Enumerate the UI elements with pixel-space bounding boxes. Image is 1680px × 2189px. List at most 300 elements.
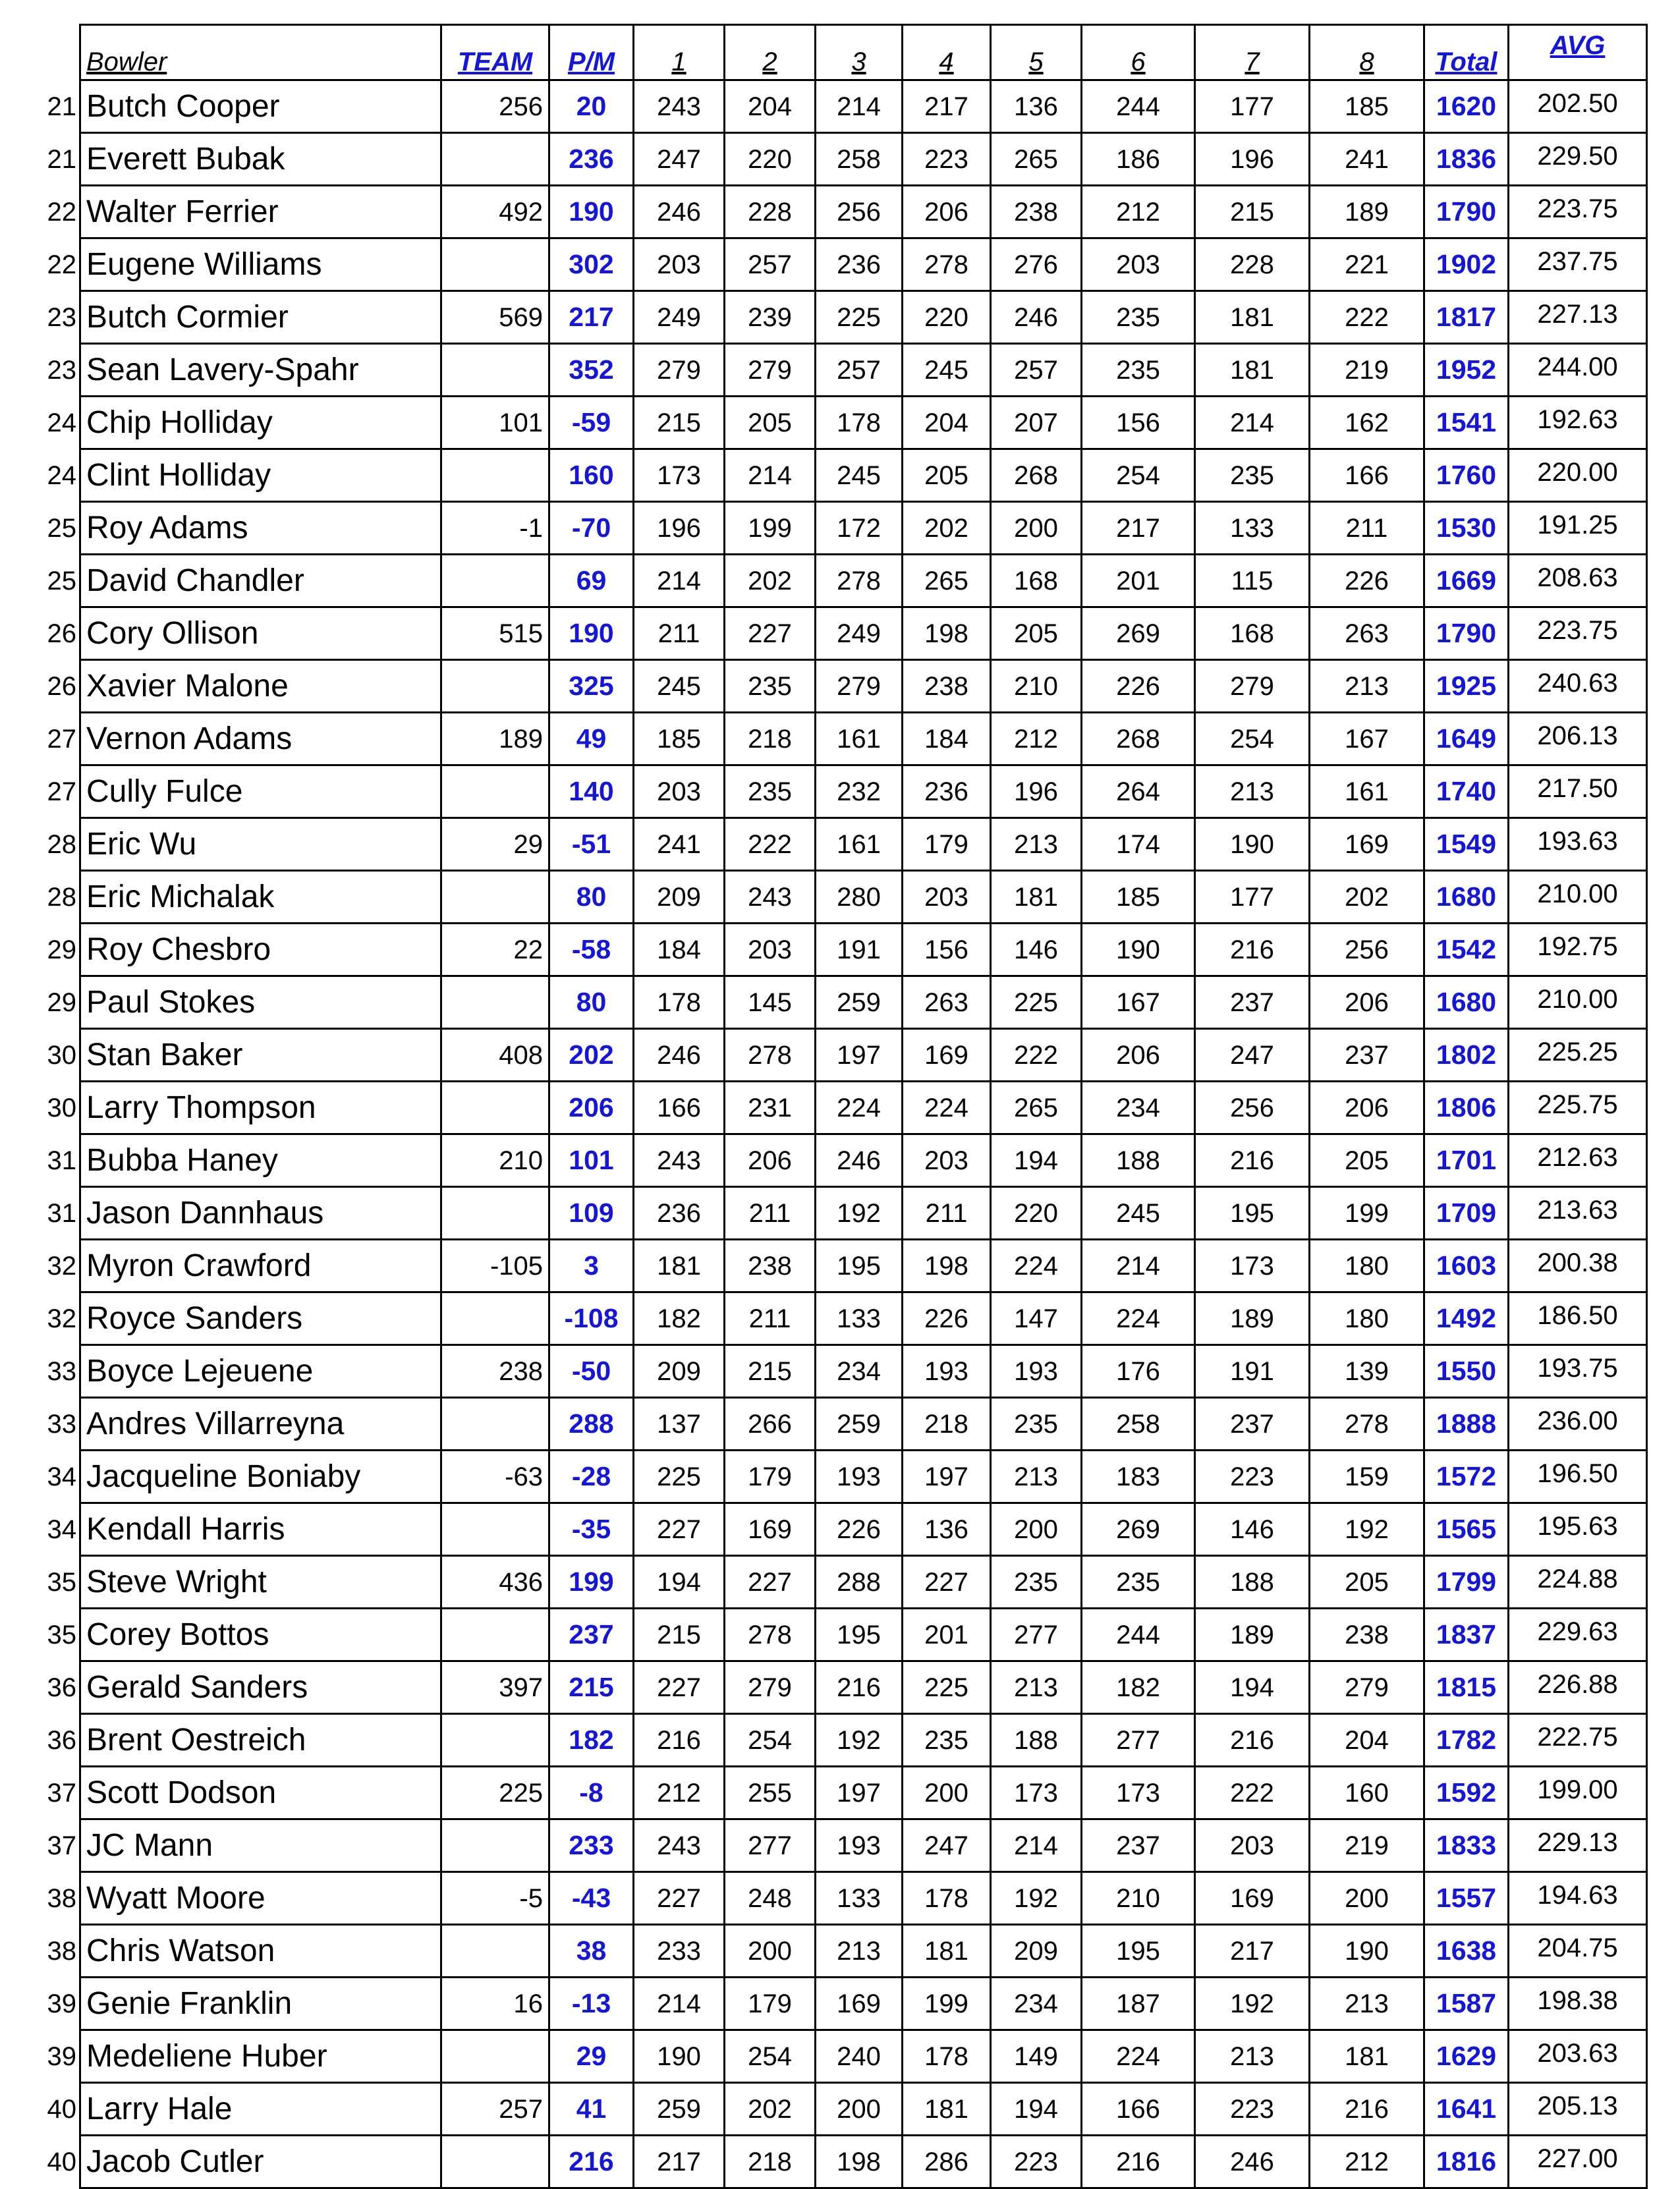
bowler-name-cell: Cully Fulce bbox=[80, 765, 441, 818]
team-score-cell bbox=[441, 238, 549, 291]
game-8-score-cell: 237 bbox=[1310, 1029, 1424, 1082]
game-8-score-cell: 192 bbox=[1310, 1503, 1424, 1556]
game-3-score-cell: 232 bbox=[816, 765, 903, 818]
game-5-header: 5 bbox=[991, 25, 1082, 80]
game-6-score-cell: 156 bbox=[1082, 397, 1195, 449]
game-5-score-cell: 213 bbox=[991, 1661, 1082, 1714]
game-5-score-cell: 214 bbox=[991, 1819, 1082, 1872]
game-2-score-cell: 211 bbox=[725, 1187, 816, 1240]
game-4-score-cell: 211 bbox=[903, 1187, 991, 1240]
average-cell: 210.00 bbox=[1509, 976, 1647, 1029]
game-5-score-cell: 168 bbox=[991, 555, 1082, 607]
team-score-cell: 256 bbox=[441, 80, 549, 133]
game-3-score-cell: 200 bbox=[816, 2083, 903, 2136]
rank-cell: 34 bbox=[47, 1462, 76, 1491]
game-2-score-cell: 278 bbox=[725, 1029, 816, 1082]
team-score-cell: 16 bbox=[441, 1978, 549, 2030]
team-score-cell: 22 bbox=[441, 924, 549, 976]
plus-minus-cell: -108 bbox=[549, 1292, 634, 1345]
table-row bbox=[26, 397, 1647, 449]
game-8-score-cell: 263 bbox=[1310, 607, 1424, 660]
game-1-score-cell: 166 bbox=[634, 1082, 725, 1134]
game-4-score-cell: 184 bbox=[903, 713, 991, 765]
game-2-score-cell: 179 bbox=[725, 1978, 816, 2030]
rank-cell: 24 bbox=[47, 460, 76, 490]
game-7-score-cell: 279 bbox=[1195, 660, 1310, 713]
team-score-cell: 397 bbox=[441, 1661, 549, 1714]
game-1-score-cell: 178 bbox=[634, 976, 725, 1029]
game-6-score-cell: 187 bbox=[1082, 1978, 1195, 2030]
game-5-score-cell: 207 bbox=[991, 397, 1082, 449]
bowler-name-cell: Jason Dannhaus bbox=[80, 1187, 441, 1240]
game-1-score-cell: 181 bbox=[634, 1240, 725, 1292]
game-3-score-cell: 192 bbox=[816, 1187, 903, 1240]
game-4-score-cell: 181 bbox=[903, 2083, 991, 2136]
game-5-score-cell: 200 bbox=[991, 502, 1082, 555]
game-8-score-cell: 219 bbox=[1310, 1819, 1424, 1872]
plus-minus-cell: -51 bbox=[549, 818, 634, 871]
game-4-score-cell: 203 bbox=[903, 871, 991, 924]
game-1-score-cell: 243 bbox=[634, 1819, 725, 1872]
bowler-name-cell: Myron Crawford bbox=[80, 1240, 441, 1292]
game-7-score-cell: 217 bbox=[1195, 1925, 1310, 1978]
game-8-score-cell: 162 bbox=[1310, 397, 1424, 449]
table-row bbox=[26, 1978, 1647, 2030]
game-4-score-cell: 198 bbox=[903, 1240, 991, 1292]
pm-header: P/M bbox=[549, 25, 634, 80]
game-7-score-cell: 203 bbox=[1195, 1819, 1310, 1872]
game-8-score-cell: 216 bbox=[1310, 2083, 1424, 2136]
team-score-cell: 210 bbox=[441, 1134, 549, 1187]
game-2-score-cell: 204 bbox=[725, 80, 816, 133]
plus-minus-cell: 325 bbox=[549, 660, 634, 713]
game-1-score-cell: 184 bbox=[634, 924, 725, 976]
average-cell: 220.00 bbox=[1509, 449, 1647, 502]
table-row bbox=[26, 1661, 1647, 1714]
game-1-score-cell: 241 bbox=[634, 818, 725, 871]
team-score-cell bbox=[441, 2030, 549, 2083]
total-cell: 1816 bbox=[1424, 2136, 1509, 2188]
game-7-score-cell: 213 bbox=[1195, 2030, 1310, 2083]
game-8-score-cell: 205 bbox=[1310, 1556, 1424, 1609]
plus-minus-cell: 101 bbox=[549, 1134, 634, 1187]
average-cell: 196.50 bbox=[1509, 1451, 1647, 1503]
team-score-cell bbox=[441, 133, 549, 186]
game-6-score-cell: 269 bbox=[1082, 607, 1195, 660]
plus-minus-cell: 80 bbox=[549, 871, 634, 924]
total-cell: 1833 bbox=[1424, 1819, 1509, 1872]
game-7-score-cell: 173 bbox=[1195, 1240, 1310, 1292]
game-5-score-cell: 277 bbox=[991, 1609, 1082, 1661]
table-row bbox=[26, 80, 1647, 133]
game-4-score-cell: 178 bbox=[903, 1872, 991, 1925]
game-1-score-cell: 225 bbox=[634, 1451, 725, 1503]
total-cell: 1837 bbox=[1424, 1609, 1509, 1661]
team-score-cell bbox=[441, 1398, 549, 1451]
team-score-cell: 257 bbox=[441, 2083, 549, 2136]
team-score-cell: -5 bbox=[441, 1872, 549, 1925]
game-1-score-cell: 137 bbox=[634, 1398, 725, 1451]
plus-minus-cell: -28 bbox=[549, 1451, 634, 1503]
game-4-score-cell: 286 bbox=[903, 2136, 991, 2188]
team-score-cell bbox=[441, 1082, 549, 1134]
game-4-score-cell: 263 bbox=[903, 976, 991, 1029]
table-row bbox=[26, 344, 1647, 397]
game-2-score-cell: 206 bbox=[725, 1134, 816, 1187]
game-7-score-cell: 177 bbox=[1195, 80, 1310, 133]
bowler-name-cell: Genie Franklin bbox=[80, 1978, 441, 2030]
game-5-score-cell: 173 bbox=[991, 1767, 1082, 1819]
game-5-score-cell: 193 bbox=[991, 1345, 1082, 1398]
game-8-score-cell: 181 bbox=[1310, 2030, 1424, 2083]
bowler-name-cell: Roy Chesbro bbox=[80, 924, 441, 976]
game-8-score-cell: 213 bbox=[1310, 1978, 1424, 2030]
game-6-score-cell: 224 bbox=[1082, 2030, 1195, 2083]
game-6-score-cell: 235 bbox=[1082, 1556, 1195, 1609]
plus-minus-cell: 190 bbox=[549, 607, 634, 660]
game-4-score-cell: 226 bbox=[903, 1292, 991, 1345]
game-1-score-cell: 203 bbox=[634, 238, 725, 291]
team-score-cell bbox=[441, 1292, 549, 1345]
game-4-score-cell: 201 bbox=[903, 1609, 991, 1661]
game-5-score-cell: 213 bbox=[991, 1451, 1082, 1503]
bowler-name-cell: Butch Cooper bbox=[80, 80, 441, 133]
total-cell: 1541 bbox=[1424, 397, 1509, 449]
team-score-cell: 408 bbox=[441, 1029, 549, 1082]
bowler-name-cell: Steve Wright bbox=[80, 1556, 441, 1609]
average-cell: 225.25 bbox=[1509, 1029, 1647, 1082]
rank-cell: 25 bbox=[47, 513, 76, 543]
game-4-score-cell: 204 bbox=[903, 397, 991, 449]
plus-minus-cell: 80 bbox=[549, 976, 634, 1029]
average-cell: 192.75 bbox=[1509, 924, 1647, 976]
game-3-score-cell: 258 bbox=[816, 133, 903, 186]
rank-cell: 33 bbox=[47, 1409, 76, 1439]
bowler-name-cell: Walter Ferrier bbox=[80, 186, 441, 238]
total-cell: 1550 bbox=[1424, 1345, 1509, 1398]
table-row bbox=[26, 1609, 1647, 1661]
total-cell: 1925 bbox=[1424, 660, 1509, 713]
total-cell: 1740 bbox=[1424, 765, 1509, 818]
game-8-score-cell: 199 bbox=[1310, 1187, 1424, 1240]
total-cell: 1680 bbox=[1424, 976, 1509, 1029]
game-3-score-cell: 216 bbox=[816, 1661, 903, 1714]
rank-cell: 32 bbox=[47, 1304, 76, 1333]
game-1-score-cell: 217 bbox=[634, 2136, 725, 2188]
team-score-cell: -63 bbox=[441, 1451, 549, 1503]
game-1-score-cell: 196 bbox=[634, 502, 725, 555]
game-7-score-cell: 222 bbox=[1195, 1767, 1310, 1819]
game-2-score-cell: 243 bbox=[725, 871, 816, 924]
game-4-score-cell: 217 bbox=[903, 80, 991, 133]
game-5-score-cell: 212 bbox=[991, 713, 1082, 765]
game-3-score-cell: 133 bbox=[816, 1872, 903, 1925]
total-cell: 1530 bbox=[1424, 502, 1509, 555]
total-cell: 1565 bbox=[1424, 1503, 1509, 1556]
plus-minus-cell: 109 bbox=[549, 1187, 634, 1240]
game-4-score-cell: 181 bbox=[903, 1925, 991, 1978]
game-7-score-cell: 247 bbox=[1195, 1029, 1310, 1082]
team-score-cell bbox=[441, 344, 549, 397]
average-cell: 194.63 bbox=[1509, 1872, 1647, 1925]
game-2-score-cell: 238 bbox=[725, 1240, 816, 1292]
game-6-score-cell: 254 bbox=[1082, 449, 1195, 502]
rank-cell: 24 bbox=[47, 408, 76, 437]
game-4-score-cell: 200 bbox=[903, 1767, 991, 1819]
table-row bbox=[26, 1819, 1647, 1872]
game-2-score-cell: 179 bbox=[725, 1451, 816, 1503]
game-2-score-cell: 202 bbox=[725, 2083, 816, 2136]
game-4-score-cell: 202 bbox=[903, 502, 991, 555]
game-3-score-cell: 192 bbox=[816, 1714, 903, 1767]
game-5-score-cell: 265 bbox=[991, 1082, 1082, 1134]
total-cell: 1760 bbox=[1424, 449, 1509, 502]
team-score-cell: 492 bbox=[441, 186, 549, 238]
rank-cell: 38 bbox=[47, 1883, 76, 1913]
total-cell: 1620 bbox=[1424, 80, 1509, 133]
game-2-score-cell: 211 bbox=[725, 1292, 816, 1345]
game-6-score-cell: 277 bbox=[1082, 1714, 1195, 1767]
plus-minus-cell: 38 bbox=[549, 1925, 634, 1978]
game-3-score-cell: 172 bbox=[816, 502, 903, 555]
team-score-cell bbox=[441, 1819, 549, 1872]
game-7-score-cell: 168 bbox=[1195, 607, 1310, 660]
game-7-score-cell: 191 bbox=[1195, 1345, 1310, 1398]
game-6-score-cell: 185 bbox=[1082, 871, 1195, 924]
plus-minus-cell: 206 bbox=[549, 1082, 634, 1134]
table-row bbox=[26, 2136, 1647, 2188]
game-3-score-cell: 197 bbox=[816, 1029, 903, 1082]
game-6-score-cell: 244 bbox=[1082, 1609, 1195, 1661]
game-7-score-cell: 196 bbox=[1195, 133, 1310, 186]
total-cell: 1782 bbox=[1424, 1714, 1509, 1767]
table-row bbox=[26, 924, 1647, 976]
game-3-score-cell: 259 bbox=[816, 976, 903, 1029]
table-row bbox=[26, 238, 1647, 291]
average-cell: 192.63 bbox=[1509, 397, 1647, 449]
rank-cell: 25 bbox=[47, 566, 76, 596]
game-4-score-cell: 193 bbox=[903, 1345, 991, 1398]
rank-cell: 21 bbox=[47, 92, 76, 121]
game-5-score-cell: 257 bbox=[991, 344, 1082, 397]
game-4-score-cell: 198 bbox=[903, 607, 991, 660]
game-7-score-cell: 188 bbox=[1195, 1556, 1310, 1609]
game-1-score-cell: 203 bbox=[634, 765, 725, 818]
game-7-score-cell: 254 bbox=[1195, 713, 1310, 765]
game-2-score-cell: 254 bbox=[725, 1714, 816, 1767]
game-1-score-cell: 249 bbox=[634, 291, 725, 344]
game-1-score-cell: 243 bbox=[634, 80, 725, 133]
game-3-header: 3 bbox=[816, 25, 903, 80]
game-5-score-cell: 238 bbox=[991, 186, 1082, 238]
total-cell: 1638 bbox=[1424, 1925, 1509, 1978]
game-8-score-cell: 221 bbox=[1310, 238, 1424, 291]
team-score-cell: 29 bbox=[441, 818, 549, 871]
plus-minus-cell: 140 bbox=[549, 765, 634, 818]
game-8-score-cell: 212 bbox=[1310, 2136, 1424, 2188]
game-2-score-cell: 248 bbox=[725, 1872, 816, 1925]
total-cell: 1641 bbox=[1424, 2083, 1509, 2136]
game-6-score-cell: 203 bbox=[1082, 238, 1195, 291]
rank-cell: 39 bbox=[47, 2041, 76, 2071]
game-8-score-cell: 219 bbox=[1310, 344, 1424, 397]
rank-cell: 40 bbox=[47, 2147, 76, 2176]
game-4-score-cell: 179 bbox=[903, 818, 991, 871]
game-3-score-cell: 161 bbox=[816, 713, 903, 765]
team-score-cell bbox=[441, 765, 549, 818]
game-3-score-cell: 193 bbox=[816, 1819, 903, 1872]
game-6-score-cell: 217 bbox=[1082, 502, 1195, 555]
rank-cell: 23 bbox=[47, 302, 76, 332]
rank-cell: 36 bbox=[47, 1673, 76, 1702]
plus-minus-cell: -13 bbox=[549, 1978, 634, 2030]
team-score-cell bbox=[441, 2136, 549, 2188]
game-6-score-cell: 244 bbox=[1082, 80, 1195, 133]
total-cell: 1799 bbox=[1424, 1556, 1509, 1609]
bowler-name-cell: Eugene Williams bbox=[80, 238, 441, 291]
game-5-score-cell: 194 bbox=[991, 2083, 1082, 2136]
bowler-name-cell: Butch Cormier bbox=[80, 291, 441, 344]
table-row bbox=[26, 502, 1647, 555]
game-5-score-cell: 194 bbox=[991, 1134, 1082, 1187]
total-cell: 1680 bbox=[1424, 871, 1509, 924]
average-cell: 237.75 bbox=[1509, 238, 1647, 291]
plus-minus-cell: -59 bbox=[549, 397, 634, 449]
game-6-score-cell: 245 bbox=[1082, 1187, 1195, 1240]
game-6-score-cell: 186 bbox=[1082, 133, 1195, 186]
table-row bbox=[26, 1029, 1647, 1082]
rank-cell: 35 bbox=[47, 1567, 76, 1597]
game-4-score-cell: 223 bbox=[903, 133, 991, 186]
team-score-cell bbox=[441, 1925, 549, 1978]
table-row bbox=[26, 1134, 1647, 1187]
table-row bbox=[26, 1292, 1647, 1345]
game-1-score-cell: 243 bbox=[634, 1134, 725, 1187]
plus-minus-cell: 41 bbox=[549, 2083, 634, 2136]
game-4-score-cell: 265 bbox=[903, 555, 991, 607]
table-row bbox=[26, 765, 1647, 818]
game-2-score-cell: 220 bbox=[725, 133, 816, 186]
game-2-score-cell: 227 bbox=[725, 607, 816, 660]
rank-cell: 27 bbox=[47, 777, 76, 806]
game-4-score-cell: 245 bbox=[903, 344, 991, 397]
bowler-name-cell: Jacqueline Boniaby bbox=[80, 1451, 441, 1503]
total-cell: 1492 bbox=[1424, 1292, 1509, 1345]
team-score-cell bbox=[441, 660, 549, 713]
bowler-name-cell: Kendall Harris bbox=[80, 1503, 441, 1556]
game-5-score-cell: 146 bbox=[991, 924, 1082, 976]
bowler-name-cell: Eric Wu bbox=[80, 818, 441, 871]
rank-cell: 28 bbox=[47, 882, 76, 912]
bowler-name-cell: Jacob Cutler bbox=[80, 2136, 441, 2188]
game-8-score-cell: 180 bbox=[1310, 1240, 1424, 1292]
rank-cell: 27 bbox=[47, 724, 76, 754]
game-5-score-cell: 192 bbox=[991, 1872, 1082, 1925]
bowler-name-cell: Scott Dodson bbox=[80, 1767, 441, 1819]
bowler-name-cell: Everett Bubak bbox=[80, 133, 441, 186]
average-cell: 229.13 bbox=[1509, 1819, 1647, 1872]
game-2-score-cell: 278 bbox=[725, 1609, 816, 1661]
game-2-score-cell: 218 bbox=[725, 713, 816, 765]
game-3-score-cell: 259 bbox=[816, 1398, 903, 1451]
bowler-name-cell: Royce Sanders bbox=[80, 1292, 441, 1345]
rank-cell: 37 bbox=[47, 1778, 76, 1808]
bowler-name-cell: Sean Lavery-Spahr bbox=[80, 344, 441, 397]
game-5-score-cell: 210 bbox=[991, 660, 1082, 713]
bowler-name-cell: Larry Thompson bbox=[80, 1082, 441, 1134]
game-1-score-cell: 209 bbox=[634, 1345, 725, 1398]
game-3-score-cell: 240 bbox=[816, 2030, 903, 2083]
game-6-score-cell: 235 bbox=[1082, 344, 1195, 397]
bowler-name-cell: Brent Oestreich bbox=[80, 1714, 441, 1767]
table-row bbox=[26, 871, 1647, 924]
game-6-score-cell: 210 bbox=[1082, 1872, 1195, 1925]
plus-minus-cell: -35 bbox=[549, 1503, 634, 1556]
game-3-score-cell: 133 bbox=[816, 1292, 903, 1345]
game-3-score-cell: 288 bbox=[816, 1556, 903, 1609]
game-6-score-cell: 195 bbox=[1082, 1925, 1195, 1978]
game-2-header: 2 bbox=[725, 25, 816, 80]
game-2-score-cell: 145 bbox=[725, 976, 816, 1029]
plus-minus-cell: 215 bbox=[549, 1661, 634, 1714]
table-row bbox=[26, 818, 1647, 871]
game-4-score-cell: 224 bbox=[903, 1082, 991, 1134]
game-2-score-cell: 169 bbox=[725, 1503, 816, 1556]
game-8-score-cell: 222 bbox=[1310, 291, 1424, 344]
game-2-score-cell: 203 bbox=[725, 924, 816, 976]
table-row bbox=[26, 1082, 1647, 1134]
game-1-score-cell: 245 bbox=[634, 660, 725, 713]
game-2-score-cell: 205 bbox=[725, 397, 816, 449]
total-cell: 1701 bbox=[1424, 1134, 1509, 1187]
team-score-cell: 189 bbox=[441, 713, 549, 765]
game-6-score-cell: 235 bbox=[1082, 291, 1195, 344]
game-3-score-cell: 236 bbox=[816, 238, 903, 291]
game-5-score-cell: 205 bbox=[991, 607, 1082, 660]
bowler-name-cell: Vernon Adams bbox=[80, 713, 441, 765]
game-4-score-cell: 235 bbox=[903, 1714, 991, 1767]
game-8-score-cell: 200 bbox=[1310, 1872, 1424, 1925]
game-7-score-cell: 216 bbox=[1195, 924, 1310, 976]
game-1-score-cell: 216 bbox=[634, 1714, 725, 1767]
game-4-score-cell: 247 bbox=[903, 1819, 991, 1872]
rank-cell: 26 bbox=[47, 619, 76, 648]
bowler-name-cell: Cory Ollison bbox=[80, 607, 441, 660]
game-8-score-cell: 278 bbox=[1310, 1398, 1424, 1451]
average-cell: 226.88 bbox=[1509, 1661, 1647, 1714]
team-score-cell: -105 bbox=[441, 1240, 549, 1292]
table-row bbox=[26, 186, 1647, 238]
game-2-score-cell: 277 bbox=[725, 1819, 816, 1872]
rank-cell: 30 bbox=[47, 1093, 76, 1122]
plus-minus-cell: -70 bbox=[549, 502, 634, 555]
game-5-score-cell: 222 bbox=[991, 1029, 1082, 1082]
total-cell: 1802 bbox=[1424, 1029, 1509, 1082]
game-7-score-cell: 235 bbox=[1195, 449, 1310, 502]
total-cell: 1902 bbox=[1424, 238, 1509, 291]
game-1-score-cell: 215 bbox=[634, 397, 725, 449]
table-row bbox=[26, 713, 1647, 765]
game-4-score-cell: 225 bbox=[903, 1661, 991, 1714]
game-8-score-cell: 160 bbox=[1310, 1767, 1424, 1819]
game-6-score-cell: 234 bbox=[1082, 1082, 1195, 1134]
total-cell: 1557 bbox=[1424, 1872, 1509, 1925]
avg-header: AVG bbox=[1509, 25, 1647, 80]
game-7-score-cell: 223 bbox=[1195, 1451, 1310, 1503]
game-2-score-cell: 279 bbox=[725, 344, 816, 397]
game-1-score-cell: 227 bbox=[634, 1503, 725, 1556]
game-1-header: 1 bbox=[634, 25, 725, 80]
